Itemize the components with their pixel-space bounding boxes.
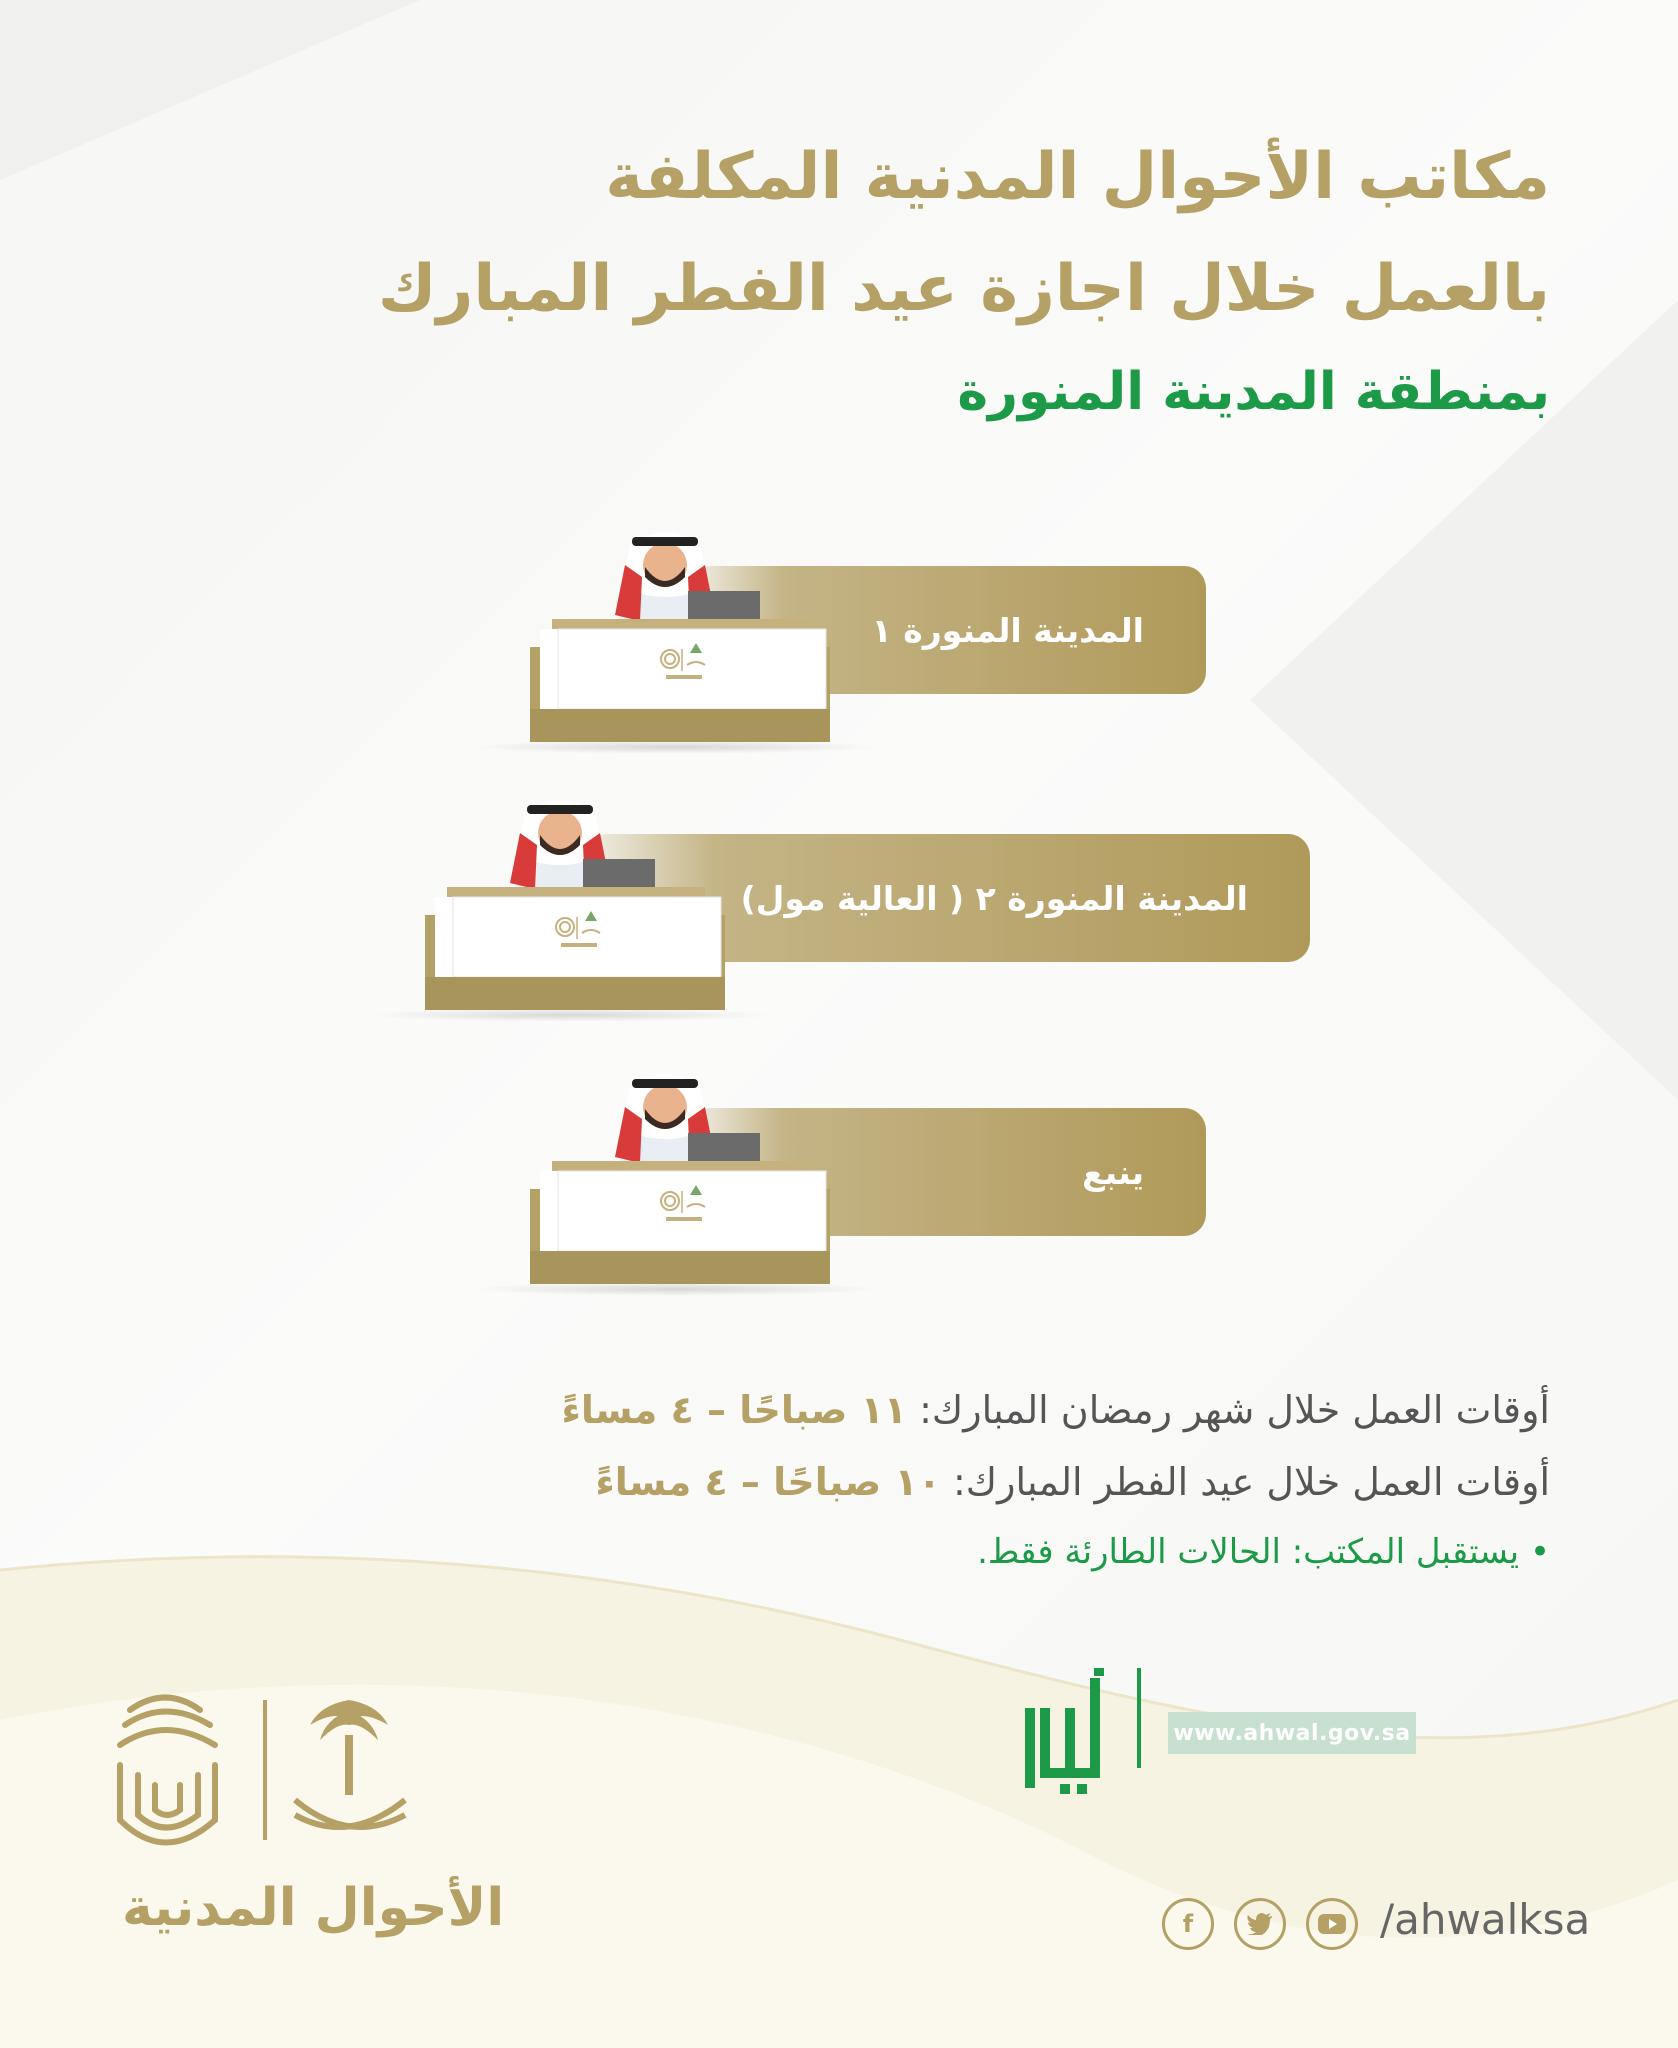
facebook-icon[interactable]: f [1162,1898,1214,1950]
ramadan-hours-value: ١١ صباحًا – ٤ مساءً [561,1388,907,1432]
website-link[interactable]: www.ahwal.gov.sa [1168,1712,1416,1754]
youtube-icon[interactable] [1306,1898,1358,1950]
civil-affairs-logo [110,1680,430,1880]
eid-hours [595,1460,1550,1504]
office-name-1: المدينة المنورة ١ [871,610,1144,650]
office-name-2: المدينة المنورة ٢ ( العالية مول) [740,878,1248,918]
social-handle: /ahwalksa [1380,1895,1591,1944]
service-desk-illustration [530,525,830,750]
eid-hours-label: أوقات العمل خلال عيد الفطر المبارك: [952,1460,1550,1504]
twitter-icon[interactable] [1234,1898,1286,1950]
twitter-bird-glyph [1247,1913,1273,1935]
ramadan-hours-label: أوقات العمل خلال شهر رمضان المبارك: [919,1388,1550,1432]
office-name-3: ينبع [1082,1152,1144,1192]
youtube-glyph [1318,1914,1346,1934]
service-desk-illustration [530,1067,830,1292]
service-desk-illustration [425,793,725,1018]
ramadan-hours [561,1388,1550,1432]
absher-logo [1020,1668,1140,1798]
page-title-line-2: بالعمل خلال اجازة عيد الفطر المبارك [377,252,1550,326]
region-subtitle: بمنطقة المدينة المنورة [957,362,1550,422]
eid-hours-value: ١٠ صباحًا – ٤ مساءً [595,1460,941,1504]
emergency-note: • يستقبل المكتب: الحالات الطارئة فقط. [977,1532,1550,1572]
absher-divider [1137,1668,1141,1768]
page-title-line-1: مكاتب الأحوال المدنية المكلفة [605,140,1550,214]
brand-name: الأحوال المدنية [122,1878,505,1938]
